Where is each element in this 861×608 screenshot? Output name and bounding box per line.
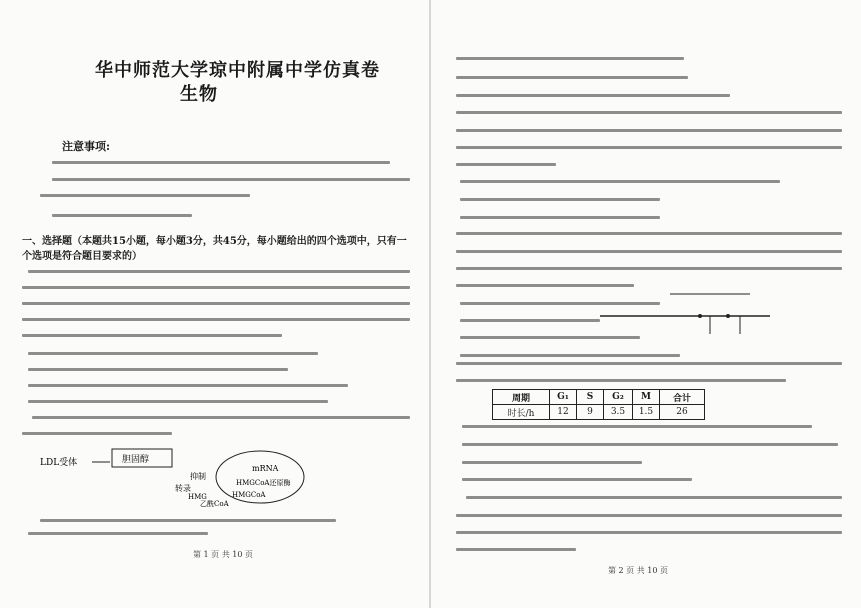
table-header-row <box>493 390 705 405</box>
table-row-label: 时长/h <box>493 405 550 420</box>
table-header-cell: M <box>633 390 660 405</box>
page-divider <box>429 0 431 608</box>
table-header-cell: G₂ <box>604 390 633 405</box>
table-cell: 26 <box>660 405 705 420</box>
cell-cycle-table <box>492 389 705 420</box>
table-row <box>493 405 705 420</box>
exam-title: 华中师范大学琼中附属中学仿真卷 <box>95 60 380 81</box>
table-cell: 12 <box>550 405 577 420</box>
page-1-footer: 第 1 页 共 10 页 <box>193 550 253 559</box>
cholesterol-label: 胆固醇 <box>122 455 150 465</box>
mrna-label: mRNA <box>252 464 279 473</box>
table-header-cell: 周期 <box>493 390 550 405</box>
table-header-cell: 合计 <box>660 390 705 405</box>
notice-heading: 注意事项: <box>62 140 111 153</box>
table-header-cell: G₁ <box>550 390 577 405</box>
acetyl-coa-label: 乙酰CoA <box>200 500 229 507</box>
table-cell: 9 <box>577 405 604 420</box>
ldl-receptor-label: LDL受体 <box>40 458 78 468</box>
hmg-label: HMG <box>188 493 207 501</box>
exam-subject: 生物 <box>180 84 218 105</box>
section-1-heading: 一、选择题（本题共15小题，每小题3分，共45分，每小题给出的四个选项中，只有一个选项是符合题目要求的） <box>22 236 407 262</box>
hmgcoa-label: HMGCoA <box>232 491 266 499</box>
page-2-footer: 第 2 页 共 10 页 <box>608 566 668 575</box>
cholesterol-metabolism-figure <box>40 447 340 507</box>
metabolism-pathway-figure <box>600 278 780 342</box>
transcribe-label: 转录 <box>175 484 191 493</box>
table-cell: 3.5 <box>604 405 633 420</box>
table-header-cell: S <box>577 390 604 405</box>
hmgcoa-reductase-label: HMGCoA还原酶 <box>236 479 291 487</box>
table-cell: 1.5 <box>633 405 660 420</box>
inhibit-label: 抑制 <box>190 472 206 481</box>
